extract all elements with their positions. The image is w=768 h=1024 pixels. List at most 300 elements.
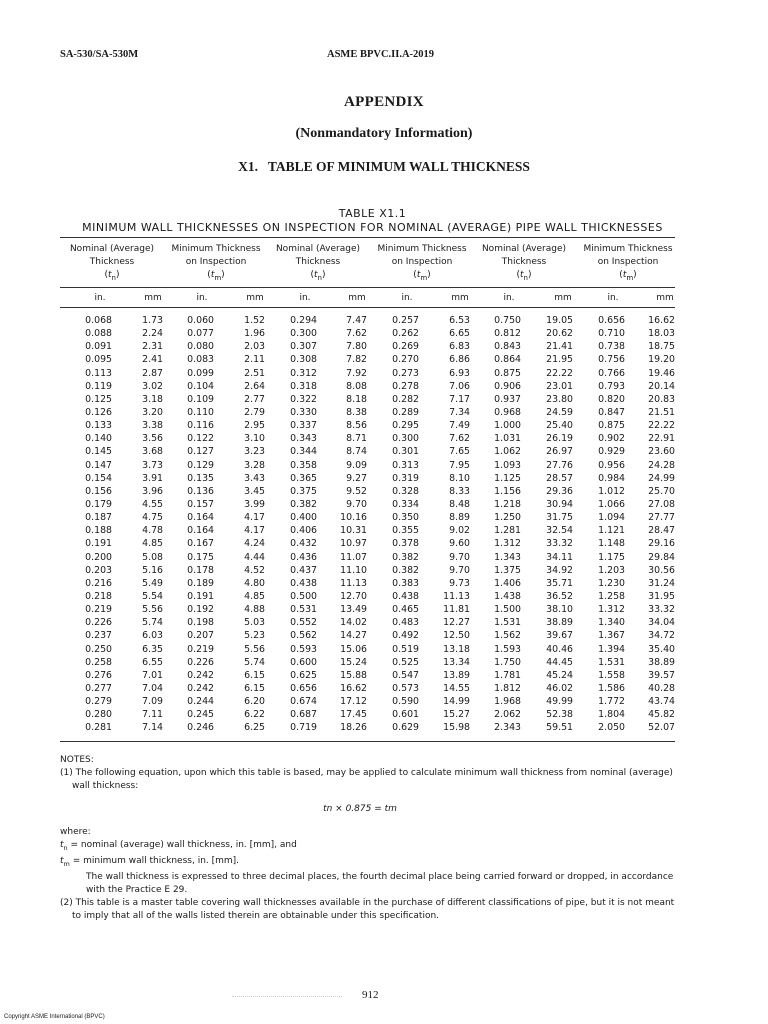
table-cell: 0.322 [290, 393, 317, 405]
table-cell: 52.38 [546, 709, 573, 721]
table-cell: 0.656 [598, 315, 625, 326]
table-cell: 0.295 [392, 420, 419, 432]
column-group-header [62, 243, 162, 285]
table-cell: 7.04 [142, 682, 163, 694]
header-line-1: Minimum Thickness [377, 244, 467, 254]
table-cell: 0.154 [85, 472, 112, 484]
definition-tn-text: = nominal (average) wall thickness, in. [mm], and [70, 840, 297, 850]
table-cell: 0.313 [392, 459, 419, 471]
table-cell: 39.67 [546, 630, 573, 642]
table-cell: 3.02 [142, 380, 163, 392]
table-cell: 7.11 [142, 709, 163, 721]
table-cell: 11.13 [340, 577, 367, 589]
table-cell: 0.334 [392, 498, 419, 510]
table-cell: 0.218 [85, 590, 112, 602]
table-cell: 26.19 [546, 433, 573, 445]
table-cell: 34.04 [648, 617, 675, 629]
table-cell: 0.500 [290, 590, 317, 602]
table-cell: 32.54 [546, 525, 573, 537]
table-cell: 38.89 [546, 617, 573, 629]
table-cell: 10.31 [340, 525, 367, 537]
table-cell: 0.312 [290, 367, 317, 379]
table-cell: 3.10 [244, 433, 265, 445]
unit-label: in. [196, 293, 208, 303]
table-column [631, 314, 675, 735]
table-cell: 5.23 [244, 630, 265, 642]
table-cell: 5.03 [244, 617, 265, 629]
table-cell: 0.337 [290, 420, 317, 432]
table-cell: 0.382 [392, 551, 419, 563]
table-cell: 0.984 [598, 472, 625, 484]
table-cell: 0.126 [85, 406, 112, 418]
table-cell: 0.226 [187, 656, 214, 668]
header-line-2: on Inspection [597, 257, 659, 267]
table-cell: 1.772 [598, 696, 625, 708]
table-cell: 3.56 [142, 433, 163, 445]
table-cell: 0.077 [187, 328, 214, 340]
table-cell: 0.937 [494, 393, 521, 405]
table-cell: 0.125 [85, 393, 112, 405]
unit-label: mm [348, 293, 366, 303]
table-cell: 0.216 [85, 577, 112, 589]
table-cell: 0.843 [494, 341, 521, 353]
table-cell: 0.156 [85, 485, 112, 497]
table-cell: 1.156 [494, 485, 521, 497]
table-cell: 21.41 [546, 341, 573, 353]
table-cell: 4.85 [142, 538, 163, 550]
table-column [221, 314, 265, 735]
table-cell: 9.02 [449, 525, 470, 537]
table-cell: 4.55 [142, 498, 163, 510]
header-symbol-subscript: n [317, 273, 322, 282]
table-cell: 0.116 [187, 420, 214, 432]
unit-label: in. [503, 293, 515, 303]
header-symbol: $(t_n)$ [104, 270, 120, 282]
faint-watermark-line [232, 996, 342, 998]
table-cell: 0.099 [187, 367, 214, 379]
table-cell: 21.95 [546, 354, 573, 366]
table-cell: 34.72 [648, 630, 675, 642]
table-cell: 2.050 [598, 722, 625, 734]
table-cell: 3.20 [142, 406, 163, 418]
table-cell: 0.258 [85, 656, 112, 668]
table-cell: 1.312 [598, 604, 625, 616]
table-cell: 26.97 [546, 446, 573, 458]
table-cell: 14.02 [340, 617, 367, 629]
table-cell: 0.145 [85, 446, 112, 458]
table-cell: 4.17 [244, 525, 265, 537]
table-cell: 0.300 [290, 328, 317, 340]
table-cell: 1.406 [494, 577, 521, 589]
unit-label: mm [554, 293, 572, 303]
table-cell: 31.24 [648, 577, 675, 589]
table-cell: 40.46 [546, 643, 573, 655]
table-cell: 5.54 [142, 590, 163, 602]
table-cell: 0.492 [392, 630, 419, 642]
table-cell: 7.62 [346, 328, 367, 340]
table-cell: 35.40 [648, 643, 675, 655]
table-cell: 14.55 [443, 682, 470, 694]
table-cell: 0.382 [392, 564, 419, 576]
table-cell: 19.20 [648, 354, 675, 366]
table-cell: 0.242 [187, 669, 214, 681]
equation [0, 804, 720, 814]
table-cell: 7.01 [142, 669, 163, 681]
table-cell: 0.847 [598, 406, 625, 418]
table-cell: 15.27 [443, 709, 470, 721]
table-cell: 4.44 [244, 551, 265, 563]
table-cell: 1.230 [598, 577, 625, 589]
table-cell: 46.02 [546, 682, 573, 694]
table-cell: 9.60 [449, 538, 470, 550]
table-cell: 1.340 [598, 617, 625, 629]
table-cell: 29.36 [546, 485, 573, 497]
table-cell: 0.110 [187, 406, 214, 418]
table-cell: 0.674 [290, 696, 317, 708]
table-cell: 0.083 [187, 354, 214, 366]
table-cell: 9.09 [346, 459, 367, 471]
header-symbol-letter: t [622, 270, 627, 280]
table-cell: 4.78 [142, 525, 163, 537]
table-cell: 23.01 [546, 380, 573, 392]
table-column [273, 314, 317, 735]
table-cell: 8.18 [346, 393, 367, 405]
equation-text: tn × 0.875 = tm [323, 804, 397, 814]
table-cell: 0.593 [290, 643, 317, 655]
table-cell: 22.22 [648, 420, 675, 432]
table-cell: 9.52 [346, 485, 367, 497]
table-cell: 11.10 [340, 564, 367, 576]
table-cell: 34.11 [546, 551, 573, 563]
table-cell: 0.793 [598, 380, 625, 392]
table-cell: 11.13 [443, 590, 470, 602]
table-cell: 0.175 [187, 551, 214, 563]
table-title: MINIMUM WALL THICKNESSES ON INSPECTION FOR NOMINAL (AVERAGE) PIPE WALL THICKNESSES [82, 221, 663, 234]
table-cell: 17.45 [340, 709, 367, 721]
table-cell: 18.26 [340, 722, 367, 734]
table-cell: 1.750 [494, 656, 521, 668]
table-cell: 0.344 [290, 446, 317, 458]
table-cell: 1.012 [598, 485, 625, 497]
header-line-1: Nominal (Average) [481, 244, 567, 254]
table-cell: 1.218 [494, 498, 521, 510]
table-cell: 6.22 [244, 709, 265, 721]
table-cell: 12.50 [443, 630, 470, 642]
header-line-2: on Inspection [391, 257, 453, 267]
table-cell: 0.483 [392, 617, 419, 629]
table-cell: 1.148 [598, 538, 625, 550]
table-cell: 2.03 [244, 341, 265, 353]
table-column [323, 314, 367, 735]
table-cell: 0.956 [598, 459, 625, 471]
table-cell: 0.756 [598, 354, 625, 366]
table-cell: 8.74 [346, 446, 367, 458]
header-line-1: Nominal (Average) [275, 244, 361, 254]
table-cell: 0.060 [187, 315, 214, 326]
table-cell: 0.119 [85, 380, 112, 392]
table-cell: 8.38 [346, 406, 367, 418]
table-cell: 0.552 [290, 617, 317, 629]
table-cell: 0.319 [392, 472, 419, 484]
table-cell: 6.86 [449, 354, 470, 366]
table-cell: 2.51 [244, 367, 265, 379]
table-cell: 0.104 [187, 380, 214, 392]
table-cell: 0.400 [290, 512, 317, 524]
table-cell: 1.093 [494, 459, 521, 471]
table-cell: 0.282 [392, 393, 419, 405]
table-cell: 1.031 [494, 433, 521, 445]
table-cell: 0.276 [85, 669, 112, 681]
table-cell: 0.203 [85, 564, 112, 576]
table-cell: 0.710 [598, 328, 625, 340]
table-cell: 0.088 [85, 328, 112, 340]
table-cell: 5.74 [142, 617, 163, 629]
table-cell: 0.562 [290, 630, 317, 642]
table-cell: 4.52 [244, 564, 265, 576]
table-cell: 2.77 [244, 393, 265, 405]
table-cell: 2.87 [142, 367, 163, 379]
header-line-2: Thickness [501, 257, 547, 267]
table-cell: 3.28 [244, 459, 265, 471]
running-header-spec: SA-530/SA-530M [60, 49, 139, 60]
table-cell: 34.92 [546, 564, 573, 576]
rounding-paragraph-text: The wall thickness is expressed to three decimal places, the fourth decimal place being carried forward or dropped, in accordance with the Practice E 29. [86, 871, 674, 895]
unit-label: mm [656, 293, 674, 303]
table-cell: 0.432 [290, 538, 317, 550]
table-cell: 14.99 [443, 696, 470, 708]
header-symbol-subscript: m [214, 273, 222, 282]
table-cell: 0.127 [187, 446, 214, 458]
table-cell: 1.203 [598, 564, 625, 576]
table-cell: 7.62 [449, 433, 470, 445]
table-cell: 18.75 [648, 341, 675, 353]
table-cell: 0.719 [290, 722, 317, 734]
table-cell: 7.14 [142, 722, 163, 734]
table-cell: 8.08 [346, 380, 367, 392]
header-line-1: Minimum Thickness [583, 244, 673, 254]
where-label: where: [60, 827, 91, 837]
table-cell: 28.57 [546, 472, 573, 484]
table-cell: 31.75 [546, 512, 573, 524]
table-cell: 0.519 [392, 643, 419, 655]
header-symbol-subscript: n [523, 273, 528, 282]
table-cell: 29.84 [648, 551, 675, 563]
table-cell: 38.89 [648, 656, 675, 668]
table-cell: 40.28 [648, 682, 675, 694]
table-cell: 1.094 [598, 512, 625, 524]
table-cell: 0.257 [392, 315, 419, 326]
table-cell: 0.307 [290, 341, 317, 353]
table-cell: 0.278 [392, 380, 419, 392]
table-cell: 0.629 [392, 722, 419, 734]
table-bottom-rule [60, 741, 675, 742]
header-line-2: Thickness [295, 257, 341, 267]
table-cell: 7.65 [449, 446, 470, 458]
table-cell: 0.273 [392, 367, 419, 379]
header-symbol: $(t_n)$ [516, 270, 532, 282]
table-cell: 2.64 [244, 380, 265, 392]
table-cell: 5.08 [142, 551, 163, 563]
table-cell: 1.066 [598, 498, 625, 510]
table-cell: 0.875 [494, 367, 521, 379]
table-cell: 38.10 [546, 604, 573, 616]
table-cell: 22.91 [648, 433, 675, 445]
table-cell: 2.24 [142, 328, 163, 340]
header-symbol-letter: t [108, 270, 112, 280]
table-cell: 12.70 [340, 590, 367, 602]
table-cell: 0.179 [85, 498, 112, 510]
table-cell: 36.52 [546, 590, 573, 602]
table-cell: 27.77 [648, 512, 675, 524]
table-cell: 6.20 [244, 696, 265, 708]
table-cell: 6.25 [244, 722, 265, 734]
table-cell: 3.91 [142, 472, 163, 484]
table-cell: 28.47 [648, 525, 675, 537]
table-cell: 8.56 [346, 420, 367, 432]
table-cell: 10.97 [340, 538, 367, 550]
table-cell: 0.573 [392, 682, 419, 694]
table-cell: 0.906 [494, 380, 521, 392]
table-cell: 0.812 [494, 328, 521, 340]
table-cell: 9.70 [449, 564, 470, 576]
table-cell: 9.70 [346, 498, 367, 510]
table-cell: 0.383 [392, 577, 419, 589]
table-cell: 2.11 [244, 354, 265, 366]
table-cell: 0.188 [85, 525, 112, 537]
table-cell: 3.23 [244, 446, 265, 458]
table-cell: 0.625 [290, 669, 317, 681]
table-cell: 0.269 [392, 341, 419, 353]
table-cell: 0.436 [290, 551, 317, 563]
table-cell: 0.246 [187, 722, 214, 734]
table-column [68, 314, 112, 735]
table-cell: 17.12 [340, 696, 367, 708]
table-cell: 0.465 [392, 604, 419, 616]
table-cell: 2.95 [244, 420, 265, 432]
table-cell: 9.70 [449, 551, 470, 563]
table-cell: 6.35 [142, 643, 163, 655]
table-cell: 0.242 [187, 682, 214, 694]
table-cell: 15.24 [340, 656, 367, 668]
table-cell: 0.237 [85, 630, 112, 642]
header-symbol: $(t_m)$ [619, 270, 637, 282]
unit-label: mm [246, 293, 264, 303]
table-cell: 1.500 [494, 604, 521, 616]
table-number: TABLE X1.1 [338, 207, 407, 220]
table-cell: 22.22 [546, 367, 573, 379]
unit-label: mm [451, 293, 469, 303]
table-cell: 0.140 [85, 433, 112, 445]
table-cell: 31.95 [648, 590, 675, 602]
table-cell: 3.73 [142, 459, 163, 471]
table-cell: 7.95 [449, 459, 470, 471]
table-cell: 16.62 [340, 682, 367, 694]
table-cell: 0.270 [392, 354, 419, 366]
table-cell: 3.99 [244, 498, 265, 510]
table-cell: 0.219 [85, 604, 112, 616]
table-cell: 0.750 [494, 315, 521, 326]
table-cell: 0.547 [392, 669, 419, 681]
column-group-header [268, 243, 368, 285]
table-cell: 27.76 [546, 459, 573, 471]
where-block [60, 826, 680, 923]
table-cell: 0.968 [494, 406, 521, 418]
unit-label: in. [94, 293, 106, 303]
definition-tn: $t_n$ = nominal (average) wall thickness, in. [mm], and [60, 840, 297, 852]
table-cell: 0.350 [392, 512, 419, 524]
note-1: (1) The following equation, upon which this table is based, may be applied to calculate minimum wall thickness from nominal (average) wall thickness: [60, 768, 673, 791]
page-number: 912 [362, 989, 379, 1001]
header-symbol-subscript: m [420, 273, 428, 282]
table-cell: 0.330 [290, 406, 317, 418]
table-cell: 1.250 [494, 512, 521, 524]
table-cell: 0.656 [290, 682, 317, 694]
notes-heading: NOTES: [60, 755, 94, 765]
units-divider-rule [60, 307, 675, 308]
table-cell: 7.49 [449, 420, 470, 432]
table-cell: 1.96 [244, 328, 265, 340]
table-cell: 0.262 [392, 328, 419, 340]
table-cell: 0.358 [290, 459, 317, 471]
table-cell: 33.32 [648, 604, 675, 616]
definition-tm-text: = minimum wall thickness, in. [mm]. [72, 855, 240, 866]
table-cell: 1.175 [598, 551, 625, 563]
table-cell: 23.80 [546, 393, 573, 405]
table-cell: 1.781 [494, 669, 521, 681]
table-cell: 3.68 [142, 446, 163, 458]
table-cell: 0.929 [598, 446, 625, 458]
table-cell: 5.49 [142, 577, 163, 589]
table-cell: 0.191 [85, 538, 112, 550]
table-cell: 29.16 [648, 538, 675, 550]
table-cell: 2.41 [142, 354, 163, 366]
table-cell: 3.18 [142, 393, 163, 405]
table-column [529, 314, 573, 735]
table-cell: 13.34 [443, 656, 470, 668]
table-cell: 8.89 [449, 512, 470, 524]
table-cell: 24.28 [648, 459, 675, 471]
table-cell: 0.525 [392, 656, 419, 668]
table-column [477, 314, 521, 735]
table-cell: 3.45 [244, 485, 265, 497]
table-cell: 7.92 [346, 367, 367, 379]
table-cell: 15.98 [443, 722, 470, 734]
definition-tm: $t_m$ = minimum wall thickness, in. [mm]. [60, 855, 240, 868]
unit-label: mm [144, 293, 162, 303]
appendix-title: APPENDIX [344, 94, 424, 110]
table-cell: 25.70 [648, 485, 675, 497]
table-cell: 1.312 [494, 538, 521, 550]
table-cell: 15.88 [340, 669, 367, 681]
table-cell: 16.62 [648, 315, 675, 326]
table-cell: 30.94 [546, 498, 573, 510]
table-cell: 6.15 [244, 682, 265, 694]
table-cell: 18.03 [648, 328, 675, 340]
table-cell: 3.96 [142, 485, 163, 497]
table-cell: 6.53 [449, 315, 470, 326]
appendix-subtitle: (Nonmandatory Information) [295, 126, 473, 141]
table-cell: 1.125 [494, 472, 521, 484]
table-cell: 6.83 [449, 341, 470, 353]
table-cell: 6.55 [142, 656, 163, 668]
table-cell: 0.328 [392, 485, 419, 497]
note-2: (2) This table is a master table covering wall thicknesses available in the purchase of different classifications of pipe, but it is not meant to imply that all of the walls listed therein are obtainable under this specification. [60, 897, 675, 921]
table-cell: 0.250 [85, 643, 112, 655]
header-symbol-letter: t [416, 270, 421, 280]
table-cell: 7.47 [346, 315, 367, 326]
table-cell: 21.51 [648, 406, 675, 418]
table-cell: 0.437 [290, 564, 317, 576]
